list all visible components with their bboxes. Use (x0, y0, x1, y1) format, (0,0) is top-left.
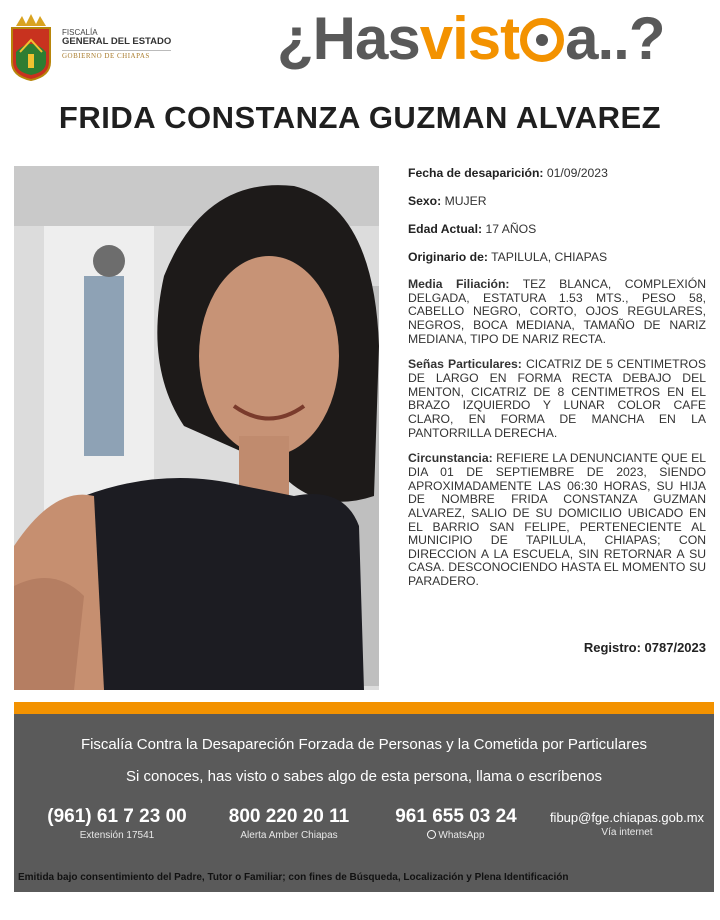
agency-name (62, 28, 171, 60)
header (0, 0, 720, 92)
contact-number[interactable]: (961) 61 7 23 00 (47, 806, 187, 827)
disappearance-date-label: Fecha de desaparición: (408, 166, 544, 180)
sex-row (408, 194, 706, 208)
contact-number[interactable]: 961 655 03 24 (395, 806, 517, 827)
age-value: 17 AÑOS (485, 222, 537, 236)
description-label: Media Filiación: (408, 277, 510, 291)
description-value: TEZ BLANCA, COMPLEXIÓN DELGADA, ESTATURA 1.53 MTS., PESO 58, CABELLO NEGRO, CORTO, OJOS REGULARES, NEGROS, BOCA MEDIANA, TAMAÑO DE NARIZ MEDIANA, TIPO DE NARIZ RECTA. (408, 277, 706, 346)
age-row (408, 222, 706, 236)
circumstance-label: Circunstancia: (408, 451, 493, 466)
agency-line-1: FISCALÍA (62, 28, 98, 37)
brand-part-3: a..? (565, 5, 665, 72)
circumstance-value: REFIERE LA DENUNCIANTE QUE EL DIA 01 DE SEPTIEMBRE DE 2023, SIENDO APROXIMADAMENTE LAS 06:30 HORAS, SU HIJA DE NOMBRE FRIDA CONSTANZA GUZMAN ALVAREZ, SALIO DE SU DOMICILIO UBICADO EN EL BARRIO SAN FELIPE, PERTENECIENTE AL MUNICIPIO DE TAPILULA, CHIAPAS; CON DIRECCION A LA ESCUELA, SIN RETORNAR A SU CASA. DESCONOCIENDO HASTA EL MOMENTO SU PARADERO. (408, 451, 707, 589)
footer-panel (14, 714, 714, 892)
orange-divider (14, 702, 714, 714)
contact-sub: Extensión 17541 (79, 830, 155, 841)
disappearance-date-row (408, 166, 706, 180)
whatsapp-icon (427, 830, 436, 839)
footer-agency: Fiscalía Contra la Desapareción Forzada de Personas y la Cometida por Particulares (80, 736, 648, 753)
contact-sub: WhatsApp (438, 830, 485, 841)
contact-sub-wrap (376, 830, 536, 841)
sex-value: MUJER (444, 194, 487, 208)
disappearance-date-value: 01/09/2023 (546, 166, 608, 180)
brand-part-1: ¿Has (277, 5, 420, 72)
agency-line-2: GENERAL DEL ESTADO (62, 36, 172, 48)
brand-part-2: vist (419, 5, 520, 72)
chiapas-coat-of-arms-icon (8, 12, 54, 82)
missing-person-name: FRIDA CONSTANZA GUZMAN ALVAREZ (58, 100, 662, 135)
has-visto-logo (277, 4, 664, 73)
sex-label: Sexo: (408, 194, 442, 208)
contact-sub: Alerta Amber Chiapas (240, 830, 338, 841)
contact-email-address[interactable]: fibup@fge.chiapas.gob.mx (549, 810, 705, 825)
details-panel (408, 166, 706, 601)
contact-sub: Vía internet (601, 827, 653, 838)
person-photo (14, 166, 379, 690)
eye-icon (520, 18, 564, 62)
distinguishing-marks-value: CICATRIZ DE 5 CENTIMETROS DE LARGO EN FORMA RECTA DEBAJO DEL MENTON, CICATRIZ DE 8 CENTIMETROS EN EL BRAZO IZQUIERDO Y LUNAR COLOR CAFE CLARO, EN FORMA DE MANCHA EN LA PANTORRILLA DERECHA. (408, 357, 706, 440)
contact-number[interactable]: 800 220 20 11 (228, 806, 350, 827)
description-block (408, 278, 706, 346)
origin-row (408, 250, 706, 264)
contact-phone-2[interactable] (214, 806, 364, 841)
contact-phone-1[interactable] (42, 806, 192, 841)
age-label: Edad Actual: (408, 222, 483, 236)
contact-whatsapp[interactable] (376, 806, 536, 841)
origin-value: TAPILULA, CHIAPAS (491, 250, 608, 264)
distinguishing-marks-block (408, 358, 706, 440)
footer-call-to-action: Si conoces, has visto o sabes algo de esta persona, llama o escríbenos (125, 768, 603, 785)
origin-label: Originario de: (408, 250, 488, 264)
registration-number: Registro: 0787/2023 (583, 640, 706, 655)
circumstance-block (408, 452, 706, 589)
consent-disclaimer: Emitida bajo consentimiento del Padre, Tutor o Familiar; con fines de Búsqueda, Localización y Plena Identificación (18, 872, 569, 883)
distinguishing-marks-label: Señas Particulares: (408, 357, 522, 372)
contact-email[interactable] (542, 806, 712, 838)
agency-line-3: GOBIERNO DE CHIAPAS (62, 50, 171, 60)
